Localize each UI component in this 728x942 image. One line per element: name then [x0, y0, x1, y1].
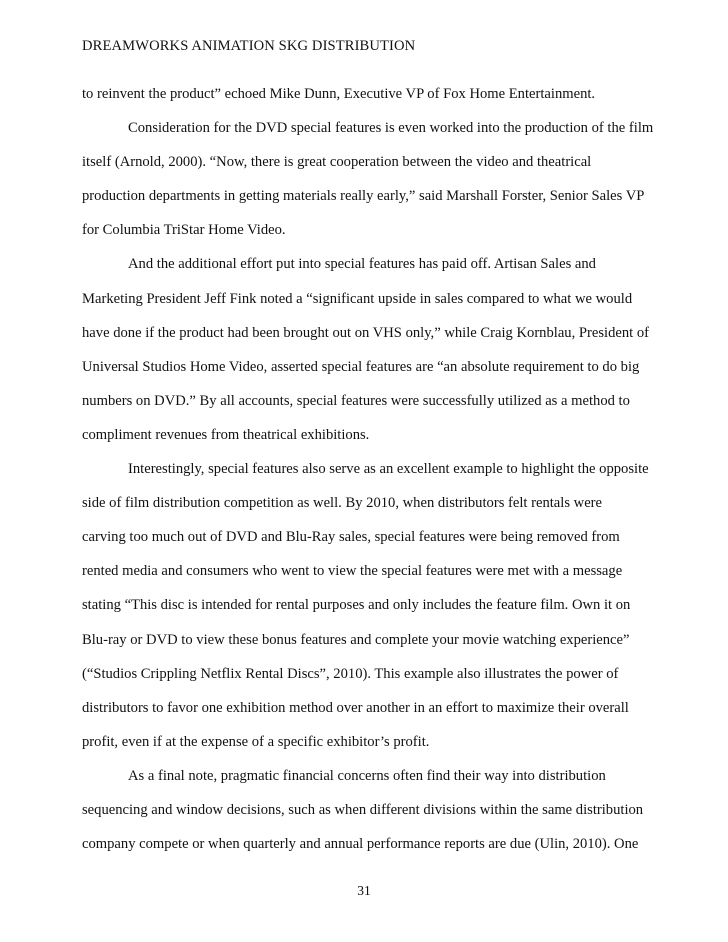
text-line: to reinvent the product” echoed Mike Dunn, Executive VP of Fox Home Entertainment. [82, 86, 596, 102]
text-line: sequencing and window decisions, such as when different divisions within the same distribution [82, 801, 644, 818]
text-line: have done if the product had been brought out on VHS only,” while Craig Kornblau, President of [82, 324, 650, 341]
text-line: (“Studios Crippling Netflix Rental Discs”, 2010). This example also illustrates the power of [82, 665, 619, 682]
text-line: Blu-ray or DVD to view these bonus features and complete your movie watching experience” [82, 631, 630, 648]
text-line: production departments in getting materials really early,” said Marshall Forster, Senior Sales VP [82, 188, 645, 205]
text-line: Consideration for the DVD special features is even worked into the production of the film [128, 120, 654, 137]
text-line: profit, even if at the expense of a specific exhibitor’s profit. [82, 733, 430, 750]
text-line: carving too much out of DVD and Blu-Ray sales, special features were being removed from [82, 529, 620, 546]
text-line: rented media and consumers who went to view the special features were met with a message [82, 563, 623, 580]
text-line: Marketing President Jeff Fink noted a “significant upside in sales compared to what we would [82, 290, 633, 307]
text-line: for Columbia TriStar Home Video. [82, 222, 286, 239]
body-text [82, 84, 682, 868]
text-line: distributors to favor one exhibition method over another in an effort to maximize their overall [82, 699, 629, 716]
running-head: DREAMWORKS ANIMATION SKG DISTRIBUTION [82, 38, 416, 54]
text-line: stating “This disc is intended for rental purposes and only includes the feature film. Own it on [82, 597, 631, 614]
text-line: And the additional effort put into special features has paid off. Artisan Sales and [128, 256, 596, 273]
text-line: side of film distribution competition as well. By 2010, when distributors felt rentals were [82, 495, 603, 512]
text-line: itself (Arnold, 2000). “Now, there is great cooperation between the video and theatrical [82, 154, 592, 171]
text-line: Universal Studios Home Video, asserted special features are “an absolute requirement to do big [82, 358, 640, 375]
page-number: 31 [357, 883, 371, 898]
text-line: As a final note, pragmatic financial concerns often find their way into distribution [128, 767, 606, 784]
text-line: numbers on DVD.” By all accounts, special features were successfully utilized as a method to [82, 392, 630, 409]
text-line: compliment revenues from theatrical exhibitions. [82, 426, 370, 443]
text-line: Interestingly, special features also serve as an excellent example to highlight the opposite [128, 461, 649, 478]
text-line: company compete or when quarterly and annual performance reports are due (Ulin, 2010). One [82, 836, 639, 853]
